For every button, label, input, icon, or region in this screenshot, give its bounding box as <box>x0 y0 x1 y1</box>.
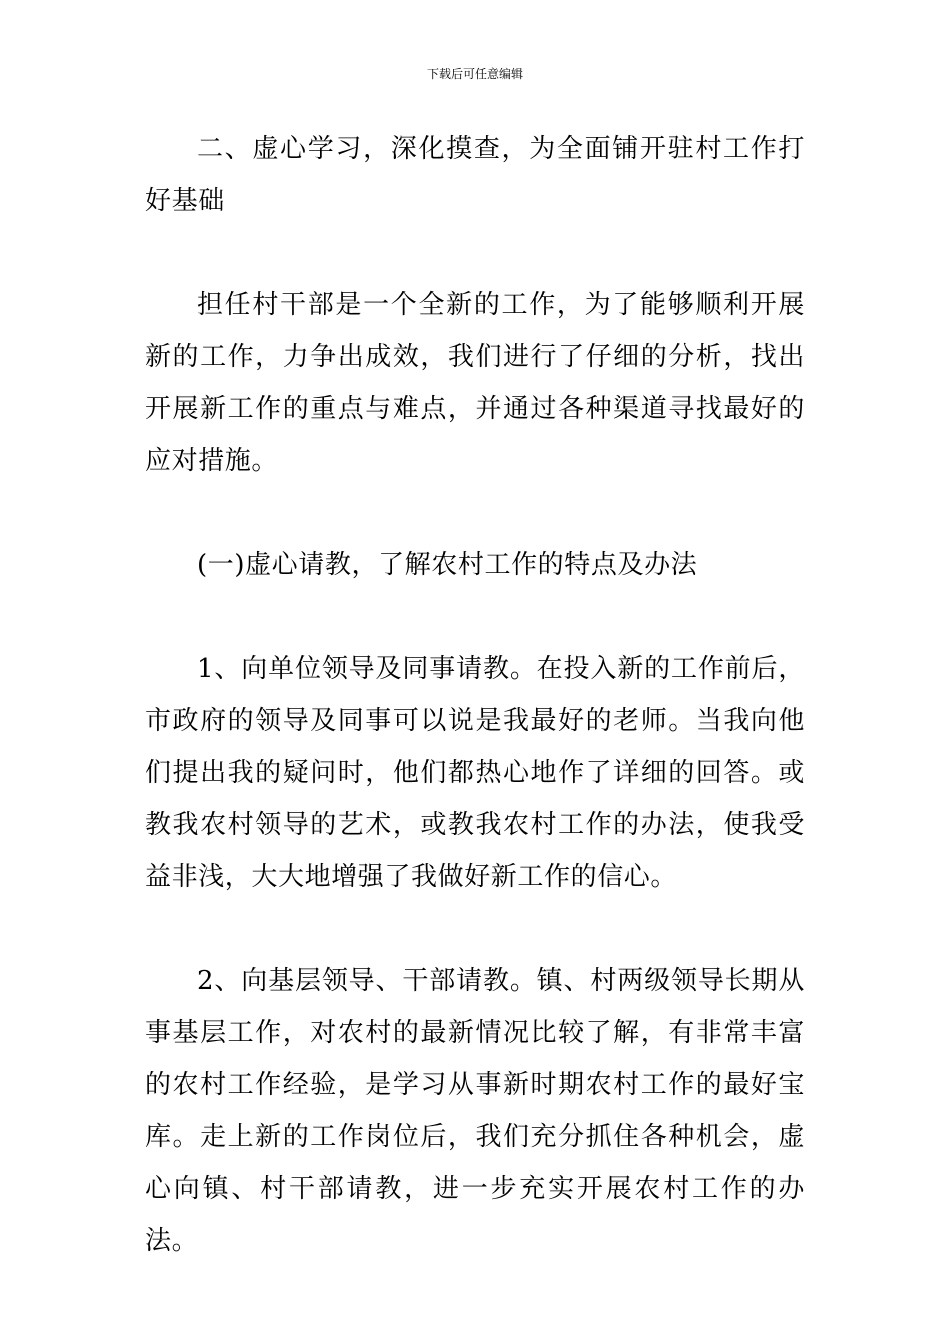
document-body <box>145 123 805 1267</box>
page-header-note: 下载后可任意编辑 <box>426 67 523 81</box>
subsection-heading: (一)虚心请教，了解农村工作的特点及办法 <box>197 550 698 580</box>
body-paragraph: 1、向单位领导及同事请教。在投入新的工作前后，市政府的领导及同事可以说是我最好的老师。当我向他们提出我的疑问时，他们都热心地作了详细的回答。或教我农村领导的艺术，或教我农村工作的办法，使我受益非浅，大大地增强了我做好新工作的信心。 <box>145 654 805 892</box>
body-paragraph: 2、向基层领导、干部请教。镇、村两级领导长期从事基层工作，对农村的最新情况比较了解，有非常丰富的农村工作经验，是学习从事新时期农村工作的最好宝库。走上新的工作岗位后，我们充分抓住各种机会，虚心向镇、村干部请教，进一步充实开展农村工作的办法。 <box>145 966 805 1256</box>
body-paragraph: 担任村干部是一个全新的工作，为了能够顺利开展新的工作，力争出成效，我们进行了仔细的分析，找出开展新工作的重点与难点，并通过各种渠道寻找最好的应对措施。 <box>145 290 805 476</box>
section-heading: 二、虚心学习，深化摸查，为全面铺开驻村工作打好基础 <box>145 134 805 216</box>
